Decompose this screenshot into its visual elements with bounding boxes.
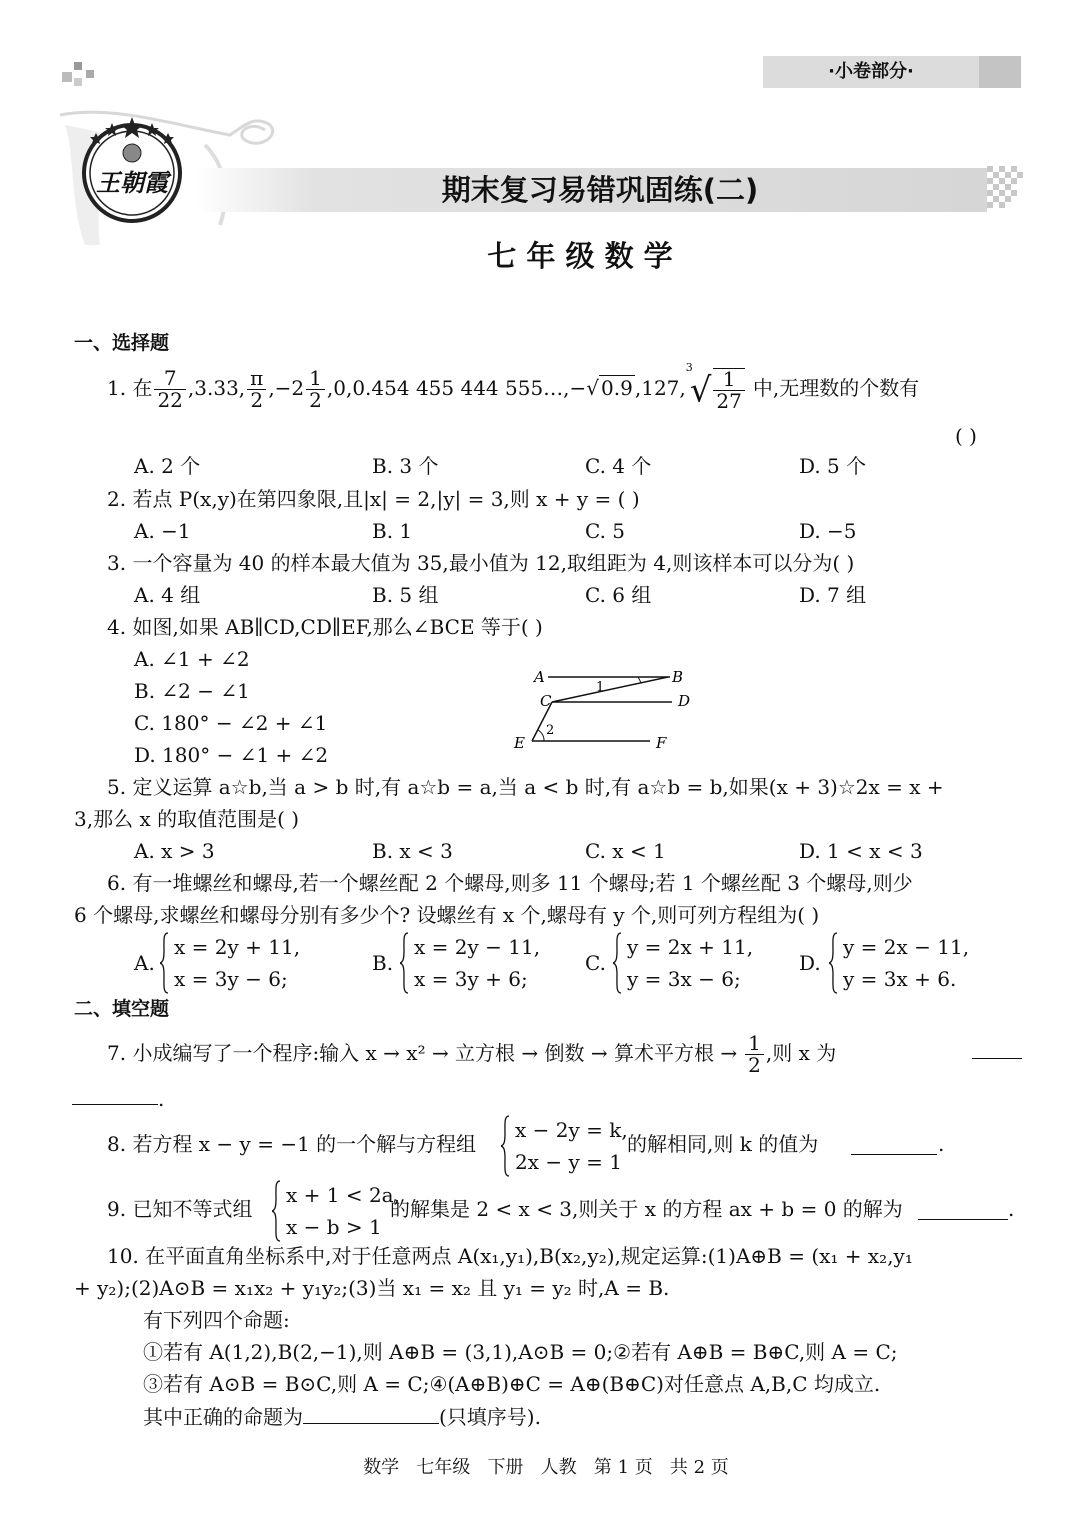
brace-icon [160, 931, 169, 995]
angle-1-arc [638, 677, 641, 683]
q10-line5: ③若有 A⊙B = B⊙C,则 A = C;④(A⊕B)⊕C = A⊕(B⊕C)对任意点 A,B,C 均成立. [143, 1372, 881, 1396]
q10-line6: 其中正确的命题为 (只填序号). [143, 1405, 541, 1429]
label-c: C [540, 692, 552, 710]
q4-option-a[interactable]: A. ∠1 + ∠2 [134, 647, 250, 671]
q3-option-d[interactable]: D. 7 组 [799, 583, 867, 607]
q7-fraction: $\frac{1}{2}$ [745, 1033, 764, 1076]
q6-option-a[interactable]: A. x = 2y + 11, x = 3y − 6; [134, 931, 334, 995]
q5-option-d[interactable]: D. 1 < x < 3 [799, 839, 923, 863]
radical-icon: √ [586, 376, 600, 400]
q5-stem-line1: 5. 定义运算 a☆b,当 a > b 时,有 a☆b = a,当 a < b 时,有 a☆b = b,如果(x + 3)☆2x = x + [107, 775, 944, 799]
q1-option-d[interactable]: D. 5 个 [799, 454, 867, 478]
q3-stem: 3. 一个容量为 40 的样本最大值为 35,最小值为 12,取组距为 4,则该样本可以分为( ) [107, 551, 855, 575]
q1-fraction-half: $\frac{1}{2}$ [306, 368, 325, 411]
q6-option-d-label: D. [799, 951, 821, 975]
q8-system: x − 2y = k, 2x − y = 1 [501, 1114, 626, 1178]
q1-paren: ( ) [955, 424, 977, 448]
q1-sqrt: √ 0.9 [586, 376, 633, 400]
q9-period: . [1008, 1197, 1015, 1221]
page-footer: 数学 七年级 下册 人教 第 1 页 共 2 页 [363, 1457, 729, 1478]
section-fill-heading: 二、填空题 [74, 998, 170, 1020]
q1-option-c[interactable]: C. 4 个 [585, 454, 652, 478]
q1-prefix: 1. 在 [107, 376, 153, 400]
q9-system: x + 1 < 2a, x − b > 1 [272, 1179, 388, 1243]
angle-2-arc [538, 730, 544, 741]
label-a: A [534, 668, 545, 686]
q2-option-b[interactable]: B. 1 [372, 519, 413, 543]
label-angle-2: 2 [546, 723, 555, 738]
q9-answer-blank[interactable] [918, 1219, 1008, 1220]
q5-option-a[interactable]: A. x > 3 [134, 839, 215, 863]
q6-option-d[interactable]: D. y = 2x − 11, y = 3x + 6. [799, 931, 999, 995]
q2-stem: 2. 若点 P(x,y)在第四象限,且|x| = 2,|y| = 3,则 x + y = ( ) [107, 487, 640, 511]
section-tag: ·小卷部分· [828, 61, 914, 82]
q6-stem-line2: 6 个螺母,求螺丝和螺母分别有多少个? 设螺丝有 x 个,螺母有 y 个,则可列方程组为( ) [74, 903, 820, 927]
brace-icon [272, 1179, 281, 1243]
q10-answer-blank[interactable] [303, 1403, 439, 1424]
q4-figure [510, 662, 710, 757]
q6-option-b-label: B. [372, 951, 394, 975]
q3-option-a[interactable]: A. 4 组 [134, 583, 201, 607]
q6-stem-line1: 6. 有一堆螺丝和螺母,若一个螺丝配 2 个螺母,则多 11 个螺母;若 1 个螺丝配 3 个螺母,则少 [107, 871, 913, 895]
q1-stem: 1. 在 $\frac{7}{22}$ ,3.33, $\frac{\pi}{2}$ ,−2 $\frac{1}{2}$ ,0,0.454 455 444 555…,−√ 0.9 ,127, 3 √ $\frac{1}{27}$ 中,无理数的个数有 [107, 360, 920, 414]
q4-option-b[interactable]: B. ∠2 − ∠1 [134, 679, 250, 703]
q7-period: . [158, 1087, 165, 1111]
section-choice-heading: 一、选择题 [74, 332, 170, 354]
label-b: B [672, 668, 684, 686]
q1-option-a[interactable]: A. 2 个 [134, 454, 201, 478]
subtitle: 七 年 级 数 学 [487, 239, 673, 273]
q4-stem: 4. 如图,如果 AB∥CD,CD∥EF,那么∠BCE 等于( ) [107, 615, 543, 639]
q4-option-c[interactable]: C. 180° − ∠2 + ∠1 [134, 711, 328, 735]
logo-badge [78, 115, 186, 223]
q7-answer-blank-1[interactable] [972, 1058, 1022, 1059]
q6-option-c[interactable]: C. y = 2x + 11, y = 3x − 6; [585, 931, 785, 995]
q6-option-b[interactable]: B. x = 2y − 11, x = 3y + 6; [372, 931, 572, 995]
q2-option-d[interactable]: D. −5 [799, 519, 857, 543]
label-angle-1: 1 [596, 680, 605, 695]
q8-suffix: 的解相同,则 k 的值为 [627, 1132, 819, 1156]
q1-fraction-1: $\frac{7}{22}$ [154, 368, 185, 411]
brace-icon [829, 931, 838, 995]
q10-line3: 有下列四个命题: [143, 1308, 290, 1332]
label-f: F [656, 734, 667, 752]
q9-suffix: 的解集是 2 < x < 3,则关于 x 的方程 ax + b = 0 的解为 [390, 1197, 903, 1221]
label-d: D [678, 692, 691, 710]
q4-option-d[interactable]: D. 180° − ∠1 + ∠2 [134, 743, 329, 767]
q10-line1: 10. 在平面直角坐标系中,对于任意两点 A(x₁,y₁),B(x₂,y₂),规定运算:(1)A⊕B = (x₁ + x₂,y₁ [107, 1244, 913, 1268]
section-tag-box [763, 56, 1021, 88]
q8-period: . [938, 1132, 945, 1156]
q1-option-b[interactable]: B. 3 个 [372, 454, 439, 478]
q10-line2: + y₂);(2)A⊙B = x₁x₂ + y₁y₂;(3)当 x₁ = x₂ 且 y₁ = y₂ 时,A = B. [74, 1276, 670, 1300]
q7-answer-blank-2[interactable] [72, 1104, 158, 1105]
q5-option-b[interactable]: B. x < 3 [372, 839, 453, 863]
q7-stem: 7. 小成编写了一个程序:输入 x → x² → 立方根 → 倒数 → 算术平方根 → $\frac{1}{2}$ ,则 x 为 [107, 1031, 837, 1077]
logo-text: 王朝霞 [96, 168, 168, 197]
q3-option-b[interactable]: B. 5 组 [372, 583, 439, 607]
line-cb [552, 677, 668, 702]
exam-title: 期末复习易错巩固练(二) [441, 173, 759, 207]
q5-option-c[interactable]: C. x < 1 [585, 839, 666, 863]
brace-icon [501, 1114, 510, 1178]
corner-squares [62, 60, 102, 90]
radical-icon: √ [689, 370, 712, 411]
q3-option-c[interactable]: C. 6 组 [585, 583, 652, 607]
q1-cbrt: 3 √ $\frac{1}{27}$ [686, 364, 747, 416]
banner-dots-decoration [987, 166, 1027, 212]
q1-fraction-pi: $\frac{\pi}{2}$ [247, 368, 266, 411]
q9-prefix: 9. 已知不等式组 [107, 1197, 253, 1221]
q2-option-a[interactable]: A. −1 [134, 519, 191, 543]
q5-stem-line2: 3,那么 x 的取值范围是( ) [74, 807, 300, 831]
q8-answer-blank[interactable] [851, 1154, 937, 1155]
q6-option-c-label: C. [585, 951, 606, 975]
q2-option-c[interactable]: C. 5 [585, 519, 626, 543]
q8-prefix: 8. 若方程 x − y = −1 的一个解与方程组 [107, 1132, 477, 1156]
brace-icon [400, 931, 409, 995]
label-e: E [514, 734, 525, 752]
q10-line4: ①若有 A(1,2),B(2,−1),则 A⊕B = (3,1),A⊙B = 0;②若有 A⊕B = B⊕C,则 A = C; [143, 1340, 898, 1364]
q6-option-a-label: A. [134, 951, 155, 975]
brace-icon [613, 931, 622, 995]
